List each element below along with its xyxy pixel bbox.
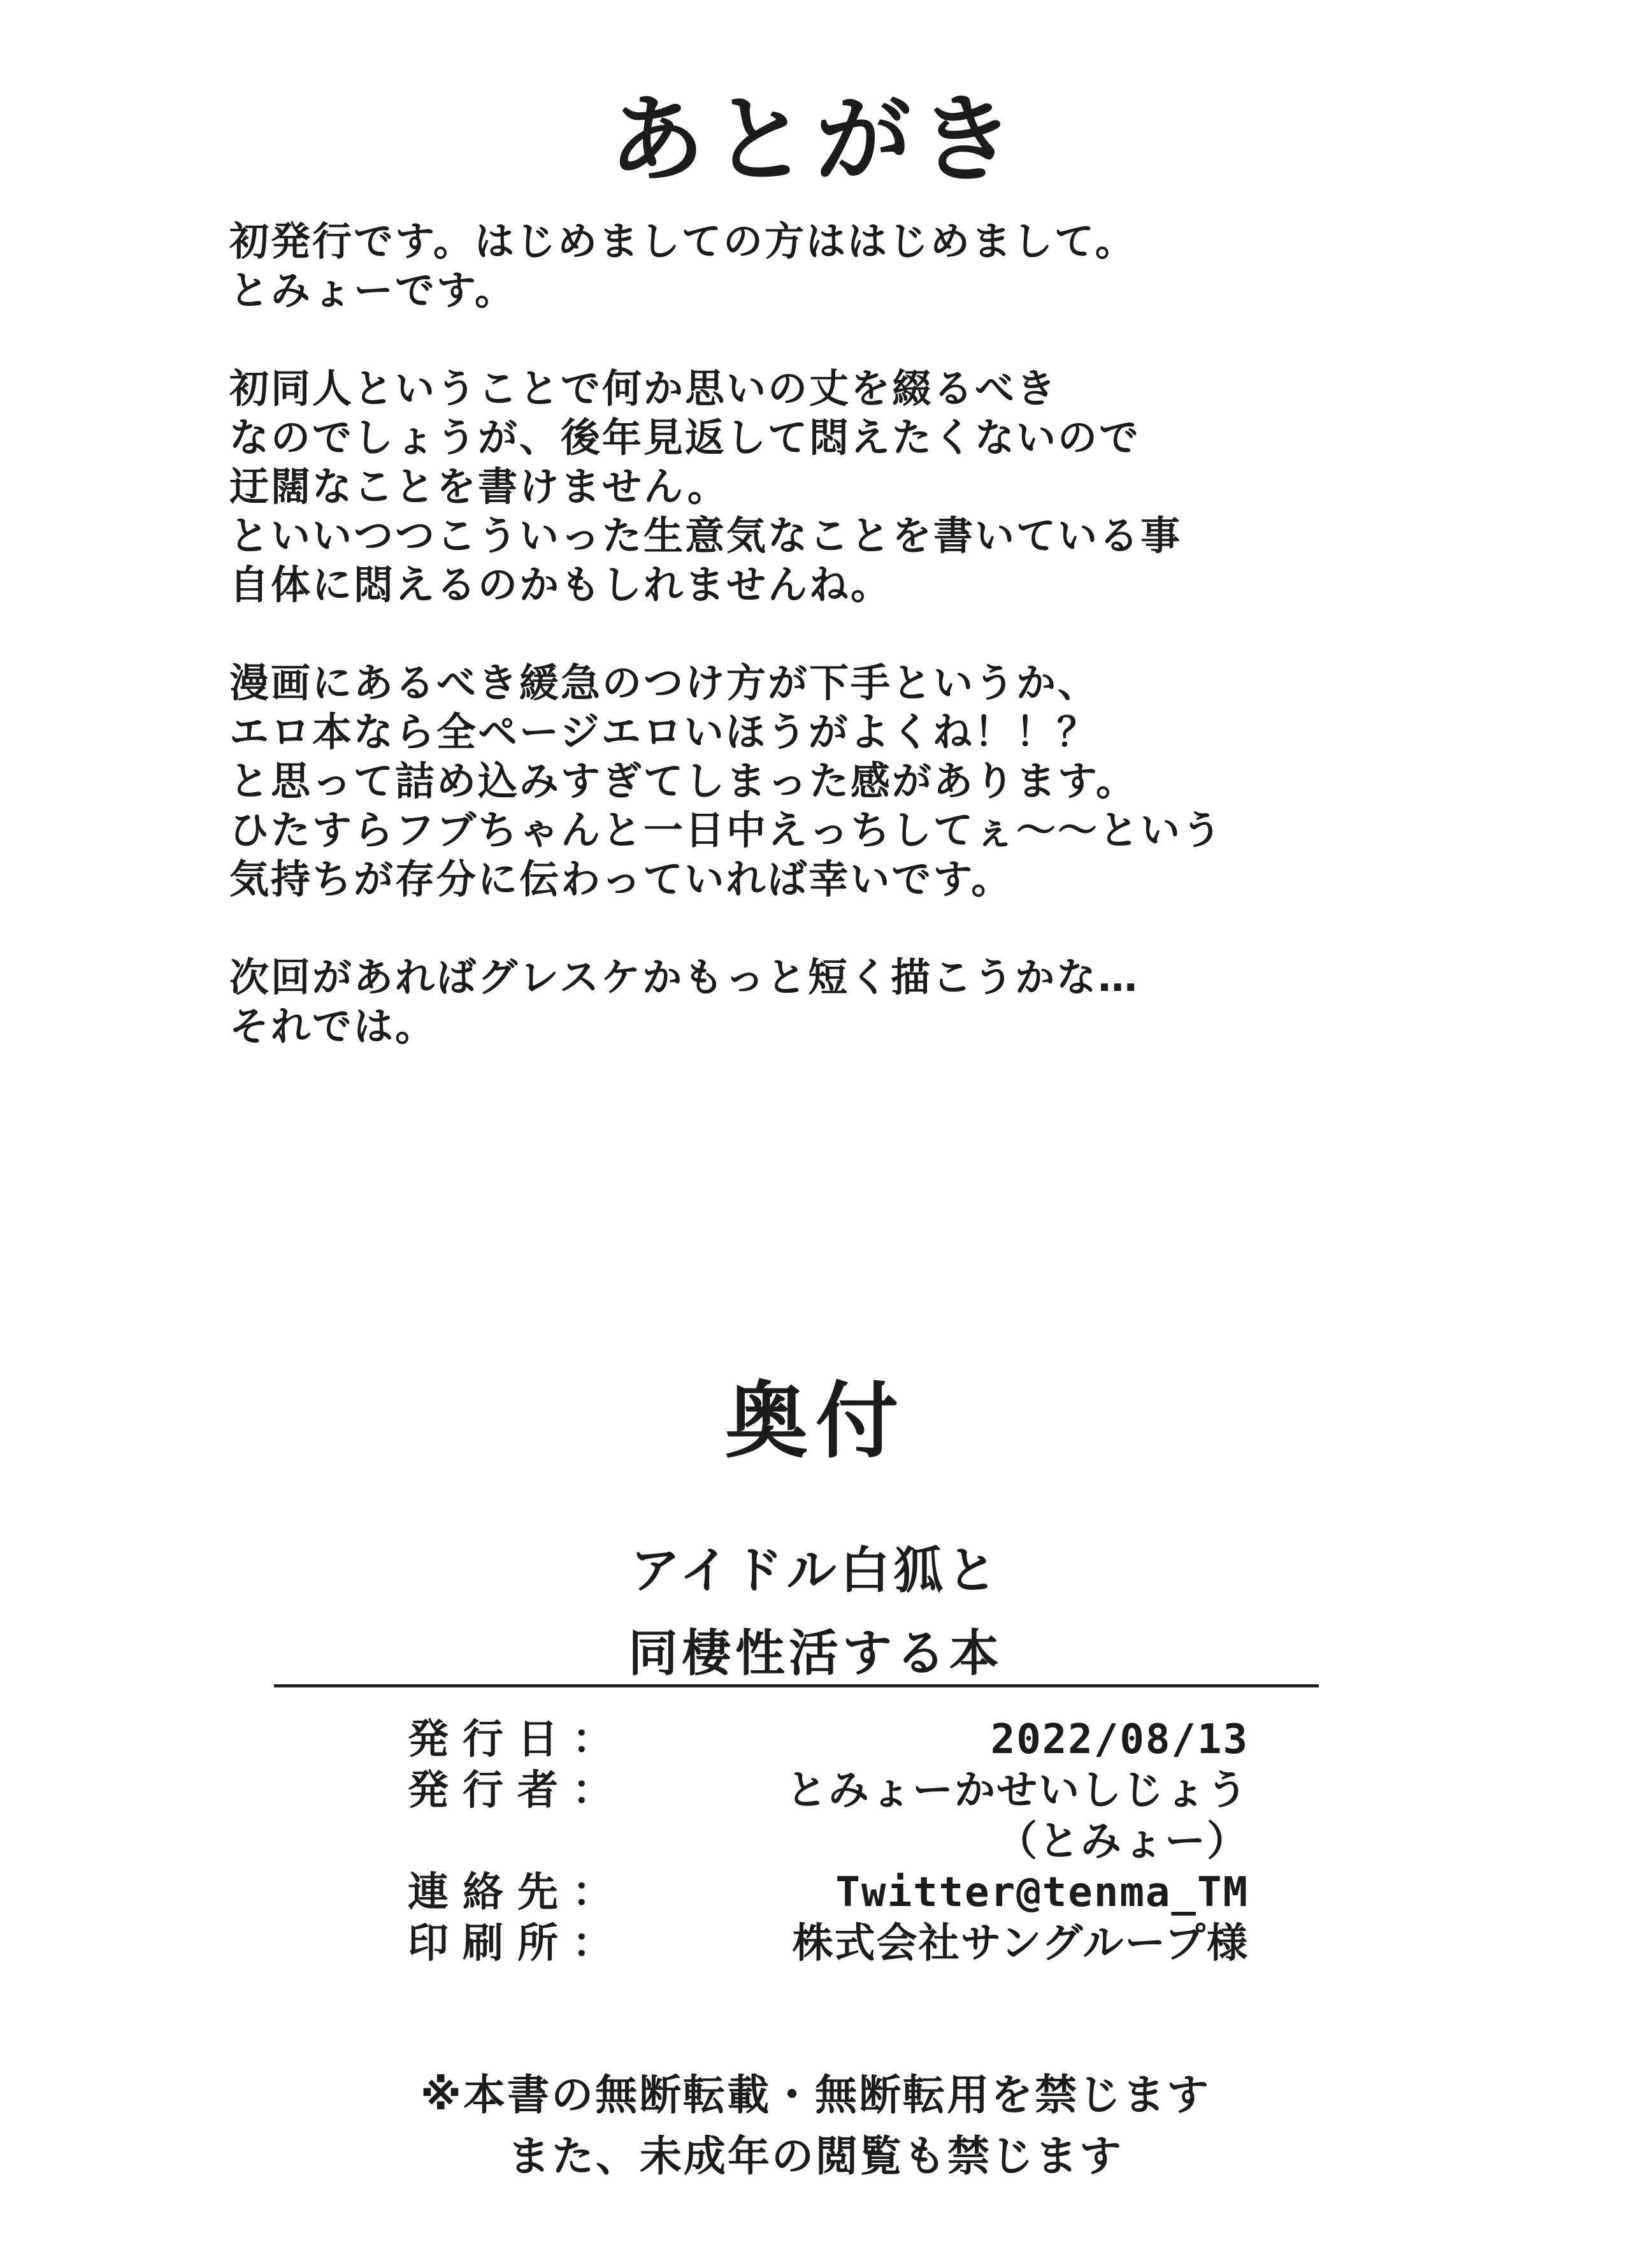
- text-line: と思って詰め込みすぎてしまった感があります。: [229, 758, 1138, 804]
- info-label: 発行日：: [408, 1716, 627, 1763]
- book-title: [0, 1529, 1631, 1695]
- info-row-publisher-alias: [408, 1816, 1249, 1867]
- info-row-contact: [408, 1867, 1249, 1918]
- text-line: とみょーです。: [229, 267, 517, 314]
- publisher-name: とみょーかせいしじょう: [786, 1767, 1249, 1814]
- info-label: 印刷所：: [408, 1920, 627, 1967]
- info-row-printer: [408, 1918, 1249, 1969]
- afterword-paragraph-2: [229, 364, 1440, 609]
- legal-notice: [0, 2065, 1631, 2187]
- info-label: 発行者：: [408, 1767, 627, 1814]
- text-line: 次回があればグレスケかもっと短く描こうかな…: [229, 954, 1140, 1000]
- afterword-paragraph-4: [229, 953, 1440, 1051]
- afterword-title: あとがき: [608, 85, 1022, 196]
- text-line: 自体に悶えるのかもしれませんね。: [229, 561, 893, 608]
- text-line: 初発行です。はじめましての方ははじめまして。: [229, 218, 1137, 264]
- printer-name: 株式会社サングループ様: [792, 1920, 1249, 1967]
- publisher-alias: （とみょー）: [996, 1818, 1249, 1865]
- afterword-paragraph-1: [229, 217, 1440, 315]
- colophon-info: [408, 1714, 1249, 1969]
- info-row-publisher: [408, 1765, 1249, 1816]
- afterword-body: [229, 217, 1440, 1100]
- colophon-title: 奥付: [724, 1373, 906, 1470]
- text-line: といいつつこういった生意気なことを書いている事: [229, 512, 1182, 559]
- notice-line: ※本書の無断転載・無断転用を禁じます: [420, 2070, 1211, 2120]
- text-line: 気持ちが存分に伝わっていれば幸いです。: [229, 856, 1013, 902]
- text-line: 漫画にあるべき緩急のつけ方が下手というか、: [229, 660, 1100, 706]
- text-line: 初同人ということで何か思いの丈を綴るべき: [229, 365, 1058, 412]
- text-line: なのでしょうが、後年見返して悶えたくないので: [229, 414, 1141, 461]
- text-line: それでは。: [229, 1003, 437, 1050]
- contact-handle: Twitter@tenma_TM: [835, 1869, 1249, 1916]
- text-line: 迂闊なことを書けません。: [229, 463, 729, 510]
- info-label: 連絡先：: [408, 1869, 627, 1916]
- divider: [274, 1684, 1319, 1687]
- text-line: エロ本なら全ページエロいほうがよくね！！？: [229, 709, 1098, 755]
- text-line: ひたすらフブちゃんと一日中えっちしてぇ～～という: [229, 807, 1224, 853]
- afterword-paragraph-3: [229, 658, 1440, 904]
- info-row-date: [408, 1714, 1249, 1765]
- publish-date: 2022/08/13: [990, 1716, 1249, 1763]
- notice-line: また、未成年の閲覧も禁じます: [508, 2132, 1123, 2181]
- book-title-line: 同棲性活する本: [628, 1625, 1003, 1682]
- book-title-line: アイドル白狐と: [630, 1542, 1001, 1600]
